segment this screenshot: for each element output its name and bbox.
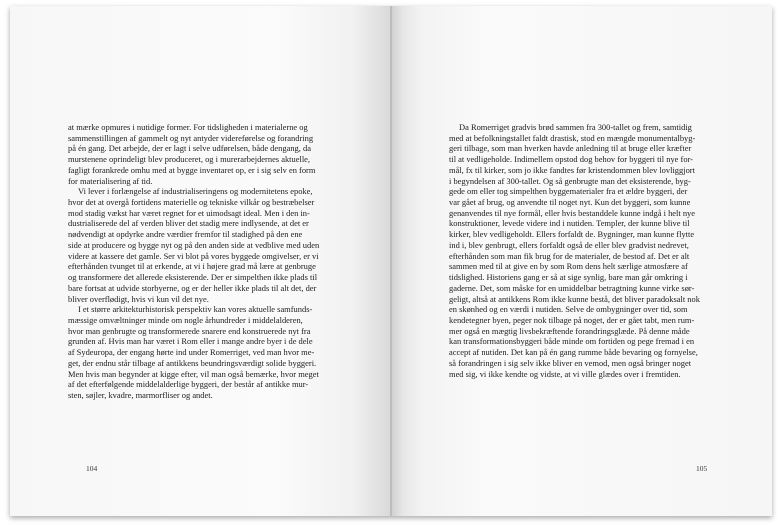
text-line: en skønhed og en værdi i nutiden. Selve de ombygninger over tid, som bbox=[449, 304, 688, 315]
text-line: ind i, blev genbrugt, ellers forfaldt også de eller blev gradvist nedrevet, bbox=[449, 239, 689, 250]
text-line: sten, søjler, kvadre, marmorfliser og andet. bbox=[68, 389, 213, 400]
text-line: murstenene oprindeligt blev produceret, og i murerarbejdernes aktuelle, bbox=[68, 154, 311, 165]
book-spread bbox=[10, 6, 772, 516]
text-line: geri tilbage, som man hverken havde anledning til at bruge eller kræfter bbox=[449, 143, 692, 154]
text-line: gede om eller tog simpelthen byggematerialer fra et ældre byggeri, der bbox=[449, 186, 688, 197]
text-line: kendetegner byen, peger nok tilbage på noget, der er gået tabt, men rum- bbox=[449, 314, 695, 325]
left-page-text bbox=[68, 122, 330, 401]
text-line: mod stadig vækst har været regnet for et uimodsagt ideal. Men i den in- bbox=[68, 207, 310, 218]
text-line: fagligt forankrede omhu med at bygge inventaret op, er i sig selv en form bbox=[68, 164, 316, 175]
text-line: kan transformationsbyggeri både minde om fortiden og pege fremad i en bbox=[449, 336, 695, 347]
text-line: nødvendigt at opdyrke andre værdier fremfor til stadighed på den ene bbox=[68, 229, 303, 240]
text-line: side at producere og bygge nyt og på den anden side at vedblive med uden bbox=[68, 239, 320, 250]
text-line: sammen med til at give en by som Rom dens helt særlige atmosfære af bbox=[449, 261, 688, 272]
text-line: var gået af brug, og anvendte til noget nyt. Kun det byggeri, som kunne bbox=[449, 197, 691, 208]
page-number-left: 104 bbox=[86, 464, 98, 473]
text-line: på én gang. Det arbejde, der er lagt i selve udførelsen, både dengang, da bbox=[68, 143, 311, 154]
text-line: hvor det at overgå fortidens materielle og tekniske vilkår og bestræbelser bbox=[68, 197, 315, 208]
text-line: geligt, altså at antikkens Rom ikke kunne bestå, det bliver paradoksalt nok bbox=[449, 293, 700, 304]
text-line: genanvendes til nye formål, eller hvis bestanddele kunne indgå i helt nye bbox=[449, 207, 696, 218]
text-line: bare fortsat at udvide storbyerne, og er der heller ikke plads til alt det, der bbox=[68, 282, 317, 293]
text-line: tidslighed. Historiens gang er så at sige synlig, bare man går omkring i bbox=[449, 272, 688, 283]
left-page bbox=[10, 6, 391, 516]
text-line: med at befolkningstallet faldt drastisk, stod en mængde monumentalbyg- bbox=[449, 132, 696, 143]
book-gutter bbox=[390, 6, 392, 516]
page-number-right: 105 bbox=[696, 464, 708, 473]
text-line: get, der endnu står tilbage af antikkens beundringsværdigt solide byggeri. bbox=[68, 357, 317, 368]
text-line: til at vedligeholde. Indimellem opstod dog behov for byggeri til nye for- bbox=[449, 154, 693, 165]
text-line: Men hvis man begynder at kigge efter, vil man også bemærke, hvor meget bbox=[68, 368, 319, 379]
text-line: med sig, vi ikke kendte og vidste, at vi ville glædes over i fremtiden. bbox=[449, 368, 681, 379]
text-line: så forandringen i sig selv ikke bliver en vemod, men også bringer noget bbox=[449, 357, 692, 368]
text-line: bliver overflødigt, hvis vi kun vil det nye. bbox=[68, 293, 209, 304]
text-line: mål, fx til kirker, som jo ikke fandtes før kristendommen blev lovliggjort bbox=[449, 164, 695, 175]
right-page-text bbox=[449, 122, 717, 379]
text-line: Vi lever i forlængelse af industrialiseringens og modernitetens epoke, bbox=[78, 186, 313, 197]
text-line: og transformere det allerede eksisterende. Der er simpelthen ikke plads til bbox=[68, 272, 318, 283]
text-line: af det efterfølgende middelalderlige byggeri, der består af antikke mur- bbox=[68, 379, 309, 390]
text-line: videre at kassere det gamle. Ser vi blot på vores byggede omgivelser, er vi bbox=[68, 250, 319, 261]
right-page bbox=[391, 6, 772, 516]
text-line: mæssige omvæltninger minde om nogle århundreder i middelalderen, bbox=[68, 314, 303, 325]
text-line: konstruktioner, levede videre ind i nutiden. Templer, der kunne blive til bbox=[449, 218, 690, 229]
text-line: gaderne. Det, som måske for en umiddelbar betragtning kunne virke sør- bbox=[449, 282, 695, 293]
text-line: sammenstillingen af gammelt og nyt antyder videreførelse og forandring bbox=[68, 132, 314, 143]
text-line: mer også en mægtig livsbekræftende forandringsglæde. På denne måde bbox=[449, 325, 690, 336]
text-line: dustrialiserede del af verden bliver det stadig mere indlysende, at det er bbox=[68, 218, 309, 229]
text-line: grunden af. Hvis man har været i Rom eller i mange andre byer i de dele bbox=[68, 336, 313, 347]
text-line: i begyndelsen af 300-tallet. Og så genbrugte man det eksisterende, byg- bbox=[449, 175, 691, 186]
text-line: Da Romerriget gradvis brød sammen fra 300-tallet og frem, samtidig bbox=[459, 122, 692, 132]
text-line: efterhånden som man fik brug for de materialer, de bestod af. Det er alt bbox=[449, 250, 690, 261]
text-line: I et større arkitekturhistorisk perspektiv kan vores aktuelle samfunds- bbox=[78, 304, 313, 315]
text-line: efterhånden tvunget til at erkende, at vi i højere grad må lære at genbruge bbox=[68, 261, 316, 272]
text-line: at mærke opmures i nutidige former. For tidsligheden i materialerne og bbox=[68, 122, 308, 132]
text-line: for materialisering af tid. bbox=[68, 175, 153, 186]
text-line: kirker, blev vedligeholdt. Ellers forfaldt de. Bygninger, man kunne flytte bbox=[449, 229, 695, 240]
text-line: af Sydeuropa, der engang hørte ind under Romerriget, ved man hvor me- bbox=[68, 347, 315, 358]
text-line: accept af nutiden. Det kan på én gang rumme både bevaring og fornyelse, bbox=[449, 347, 698, 358]
text-line: hvor man genbrugte og transformerede snarere end konstruerede nyt fra bbox=[68, 325, 311, 336]
